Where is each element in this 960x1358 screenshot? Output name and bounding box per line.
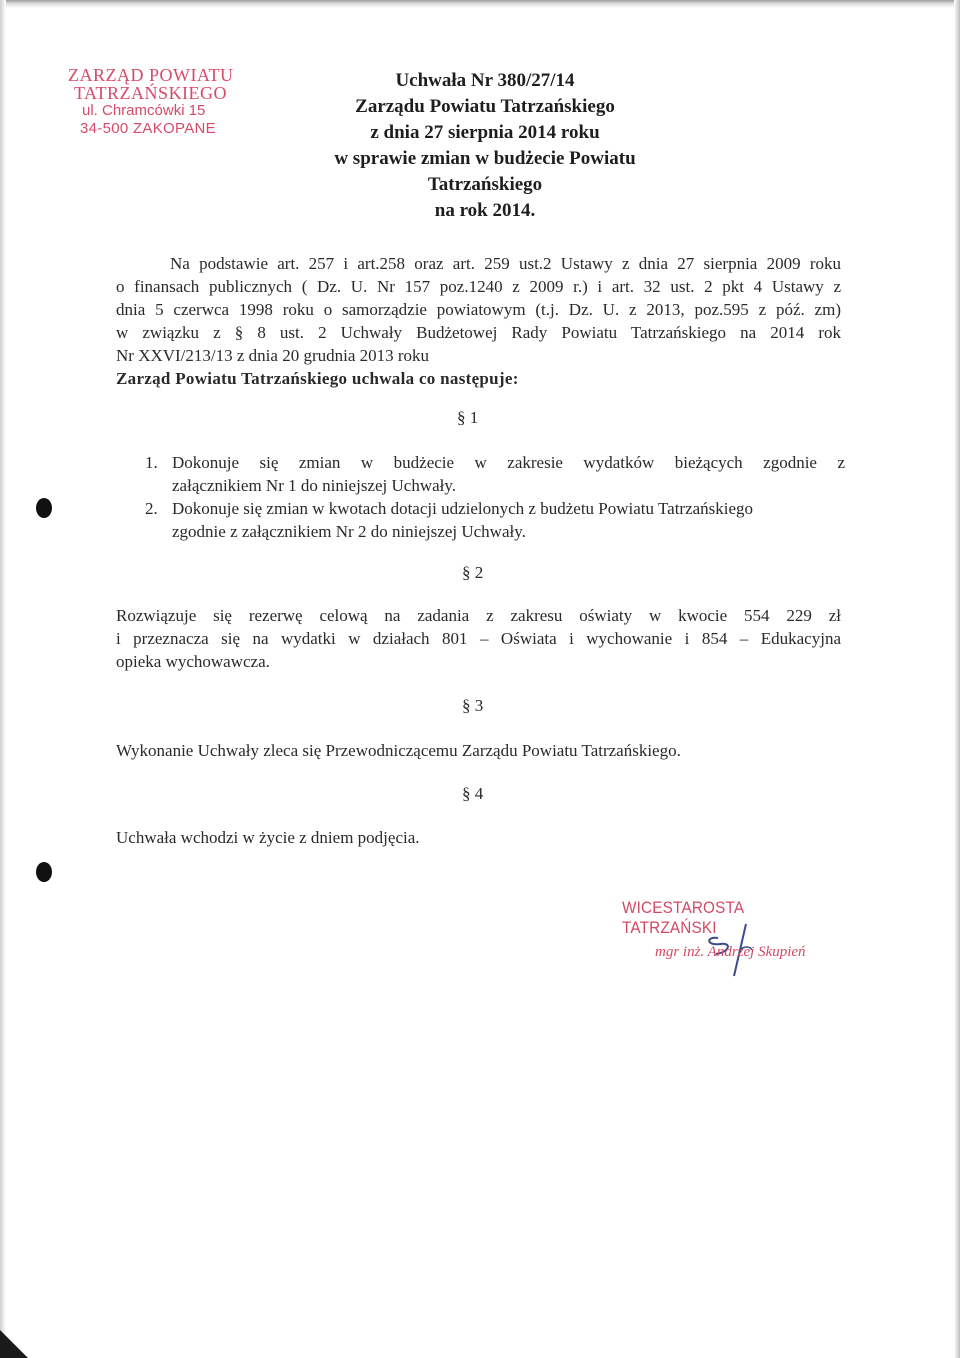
signatory-title: WICESTAROSTA TATRZAŃSKI	[622, 898, 744, 937]
stamp-line-3: ul. Chramcówki 15	[82, 102, 206, 119]
section-2-line-3: opieka wychowawcza.	[116, 652, 270, 671]
item-line: załącznikiem Nr 1 do niniejszej Uchwały.	[172, 476, 457, 495]
title-line-1: Uchwała Nr 380/27/14	[395, 70, 575, 91]
section-1-heading: § 1	[457, 408, 479, 427]
punch-hole-bottom	[36, 862, 52, 882]
preamble-line-4: w związku z § 8 ust. 2 Uchwały Budżetowej Rady Powiatu Tatrzańskiego na 2014 rok	[116, 323, 841, 342]
preamble-line-5: Nr XXVI/213/13 z dnia 20 grudnia 2013 roku	[116, 346, 430, 365]
scan-corner-mark	[0, 1330, 28, 1358]
stamp-line-4: 34-500 ZAKOPANE	[80, 120, 216, 137]
section-2-text	[116, 604, 841, 673]
stamp-line-1: ZARZĄD POWIATU	[68, 65, 234, 85]
title-line-4: w sprawie zmian w budżecie Powiatu Tatrzańskiego	[334, 148, 636, 195]
signatory-name: mgr inż. Andrzej Skupień	[655, 944, 806, 960]
section-2-line-1: Rozwiązuje się rezerwę celową na zadania z zakresu oświaty w kwocie 554 229 zł	[116, 606, 841, 625]
section-2-line-2: i przeznacza się na wydatki w działach 801 – Oświata i wychowanie i 854 – Edukacyjna	[116, 629, 841, 648]
title-line-2: Zarządu Powiatu Tatrzańskiego	[355, 96, 615, 117]
section-3-heading: § 3	[462, 696, 484, 715]
punch-hole-top	[36, 498, 52, 518]
preamble-line-1: Na podstawie art. 257 i art.258 oraz art. 259 ust.2 Ustawy z dnia 27 sierpnia 2009 roku	[170, 254, 841, 273]
resolution-title	[300, 68, 670, 224]
item-number: 1.	[145, 453, 158, 472]
item-line: zgodnie z załącznikiem Nr 2 do niniejszej Uchwały.	[172, 522, 526, 541]
scan-edge-top	[0, 0, 960, 8]
item-line: Dokonuje się zmian w kwotach dotacji udzielonych z budżetu Powiatu Tatrzańskiego	[172, 499, 754, 518]
section-3-text: Wykonanie Uchwały zleca się Przewodniczącemu Zarządu Powiatu Tatrzańskiego.	[116, 741, 681, 760]
title-line-5: na rok 2014.	[434, 200, 536, 221]
item-line: Dokonuje się zmian w budżecie w zakresie wydatków bieżących zgodnie z	[172, 453, 845, 472]
section-1-item-1	[145, 451, 845, 497]
scan-edge-right	[954, 0, 960, 1358]
section-2-heading: § 2	[462, 563, 484, 582]
section-1-item-2	[145, 497, 845, 543]
section-4-heading: § 4	[462, 784, 484, 803]
stamp-line-2: TATRZAŃSKIEGO	[74, 83, 228, 103]
title-line-3: z dnia 27 sierpnia 2014 roku	[370, 122, 600, 143]
preamble-line-2: o finansach publicznych ( Dz. U. Nr 157 poz.1240 z 2009 r.) i art. 32 ust. 2 pkt 4 Ustawy z	[116, 277, 841, 296]
decision-statement: Zarząd Powiatu Tatrzańskiego uchwala co następuje:	[116, 369, 519, 388]
office-stamp	[68, 66, 278, 138]
scan-edge-left	[0, 0, 6, 1358]
preamble-line-3: dnia 5 czerwca 1998 roku o samorządzie powiatowym (t.j. Dz. U. z 2013, poz.595 z póź. zm)	[116, 300, 841, 319]
section-4-text: Uchwała wchodzi w życie z dniem podjęcia.	[116, 828, 420, 847]
item-number: 2.	[145, 499, 158, 518]
preamble	[116, 252, 841, 390]
